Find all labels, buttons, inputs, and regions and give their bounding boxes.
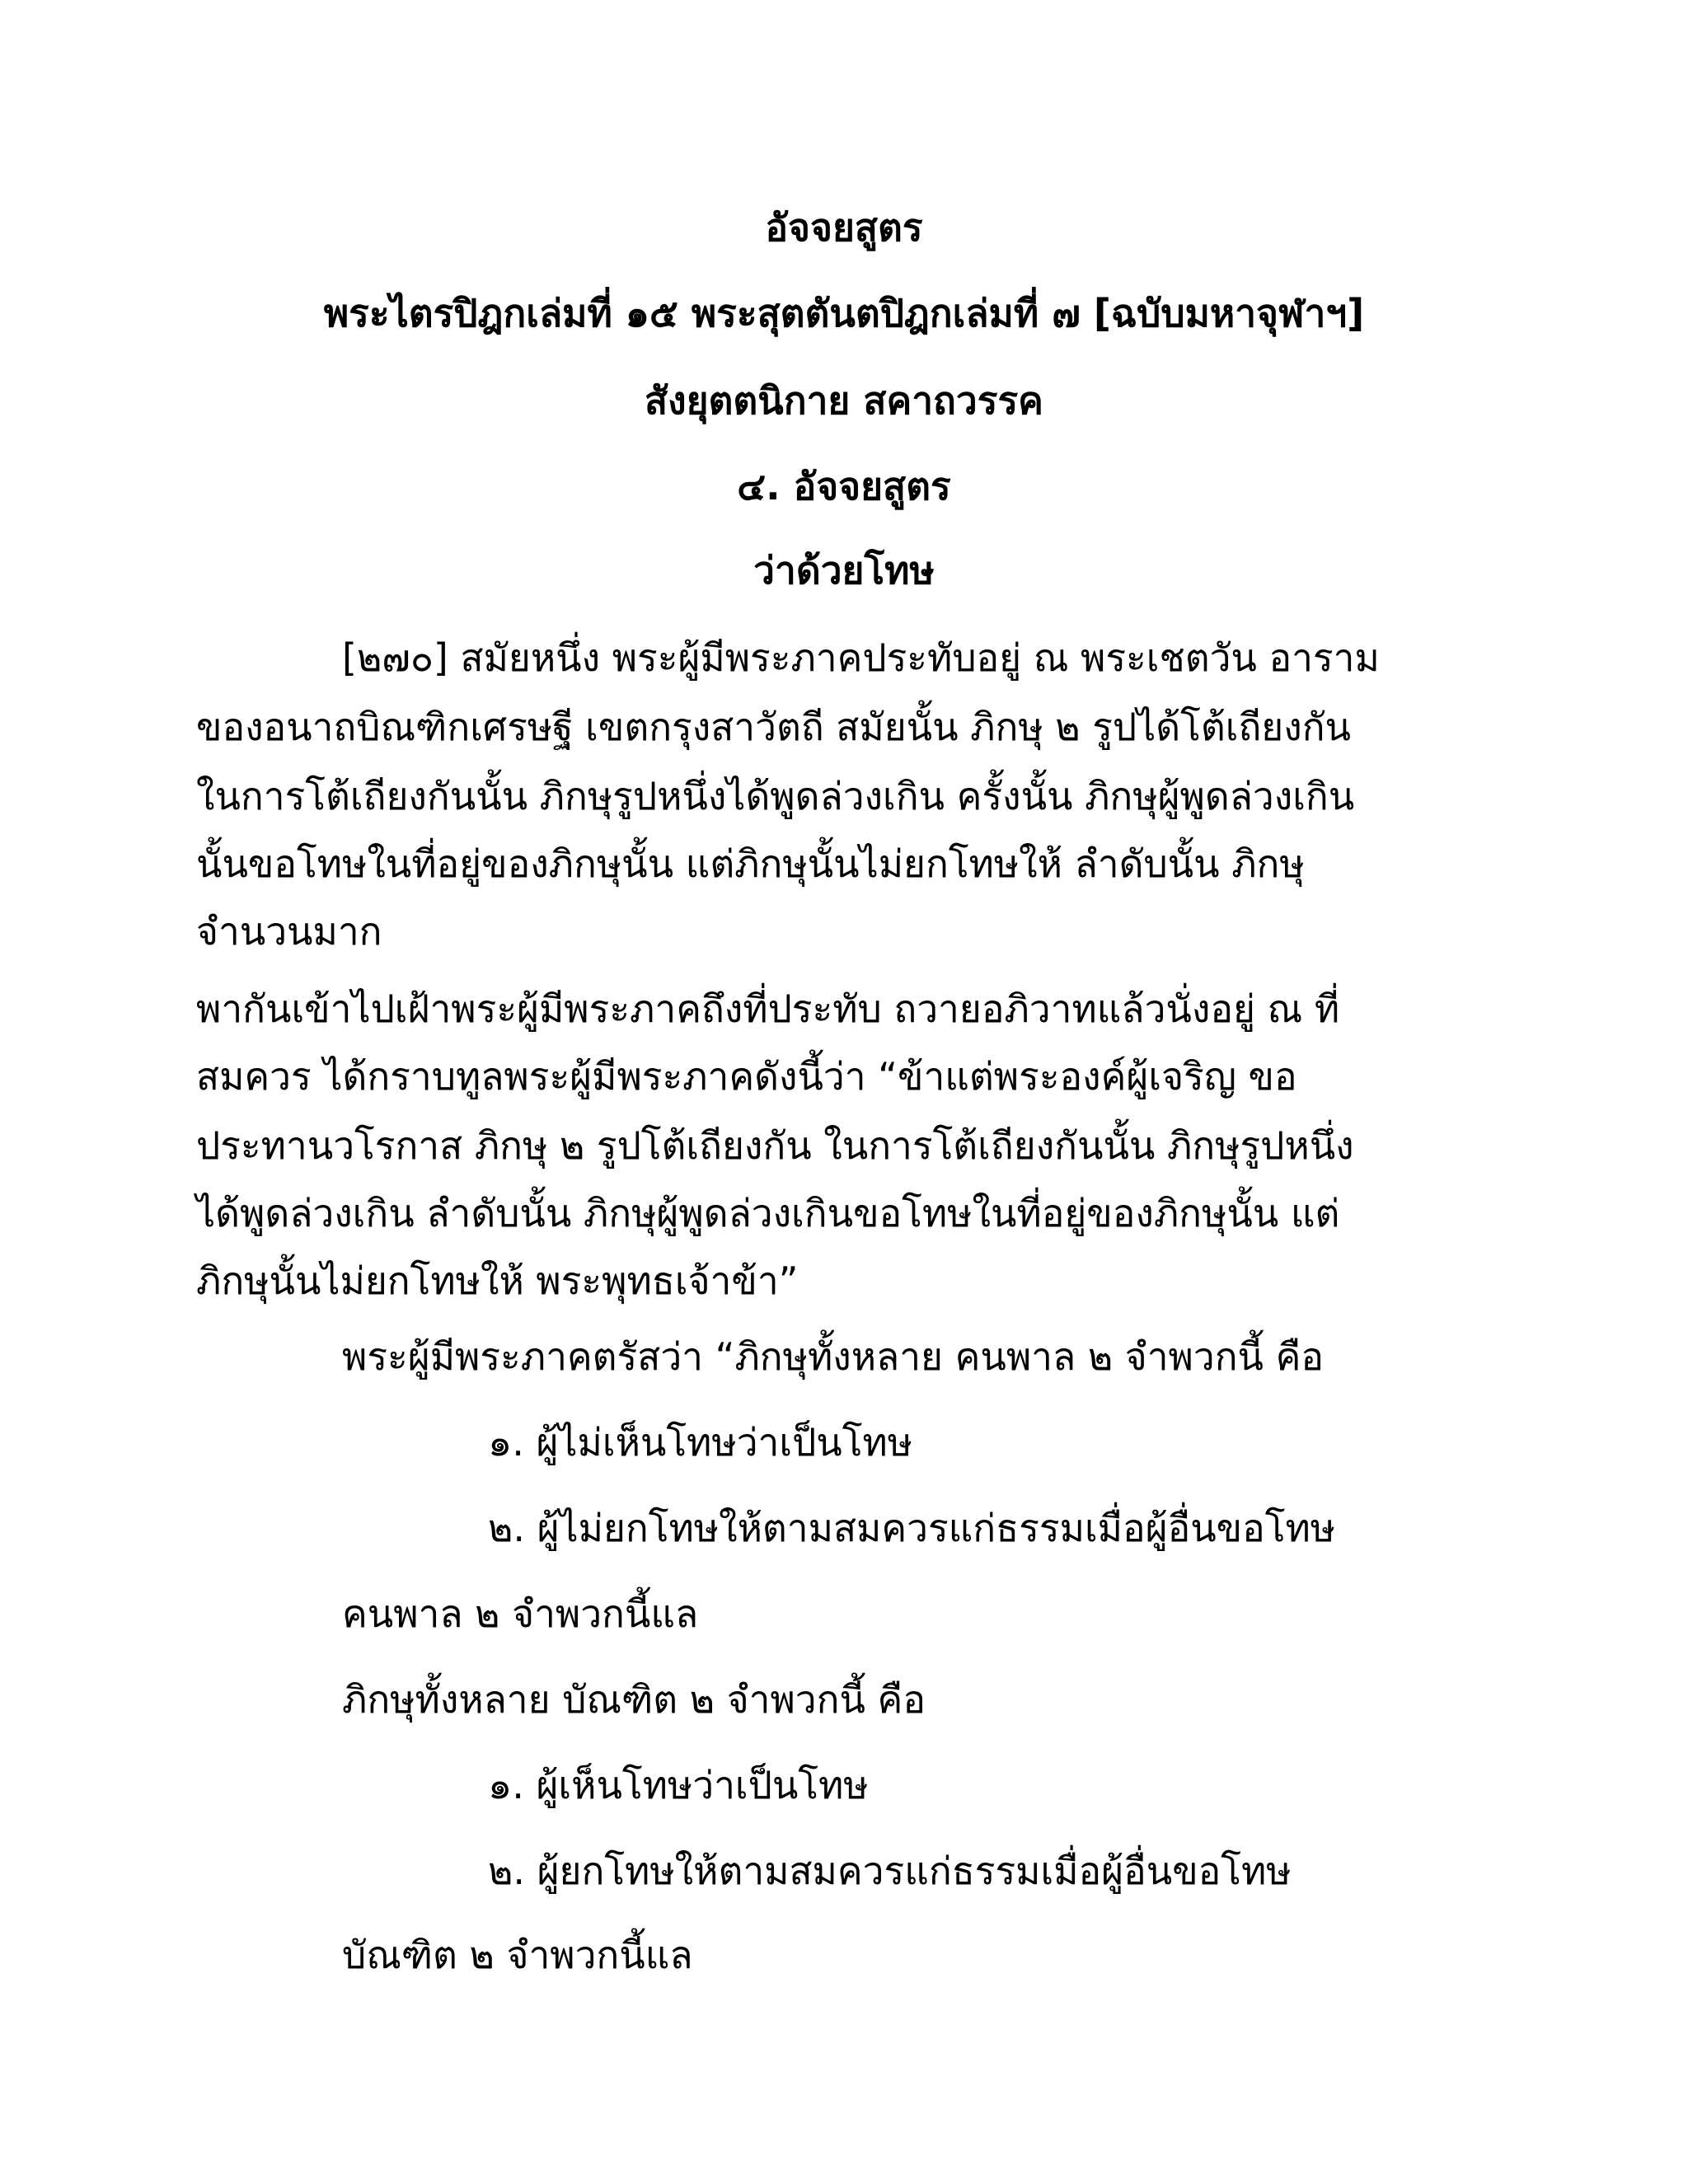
wise-list-item: ๑. ผู้เห็นโทษว่าเป็นโทษ (488, 1763, 869, 1807)
wise-closing: บัณฑิต ๒ จำพวกนี้แล (342, 1933, 693, 1977)
paragraph2-line: พากันเข้าไปเฝ้าพระผู้มีพระภาคถึงที่ประทับ ถวายอภิวาทแล้วนั่งอยู่ ณ ที่ (196, 987, 1340, 1031)
fools-closing: คนพาล ๒ จำพวกนี้แล (342, 1591, 699, 1636)
fools-list-item: ๒. ผู้ไม่ยกโทษให้ตามสมควรแก่ธรรมเมื่อผู้อื่นขอโทษ (488, 1506, 1336, 1550)
speech-intro: พระผู้มีพระภาคตรัสว่า “ภิกษุทั้งหลาย คนพาล ๒ จำพวกนี้ คือ (342, 1334, 1325, 1379)
fools-list-item: ๑. ผู้ไม่เห็นโทษว่าเป็นโทษ (488, 1420, 913, 1465)
paragraph1-line: ในการโต้เถียงกันนั้น ภิกษุรูปหนึ่งได้พูดล่วงเกิน ครั้งนั้น ภิกษุผู้พูดล่วงเกิน (196, 774, 1355, 818)
paragraph2-line: ประทานวโรกาส ภิกษุ ๒ รูปโต้เถียงกัน ในการโต้เถียงกันนั้น ภิกษุรูปหนึ่ง (196, 1123, 1354, 1168)
document-title: อัจจยสูตร (765, 205, 923, 250)
sutta-heading: ๔. อัจจยสูตร (737, 464, 951, 509)
paragraph1-line: นั้นขอโทษในที่อยู่ของภิกษุนั้น แต่ภิกษุนั้นไม่ยกโทษให้ ลำดับนั้น ภิกษุ (196, 841, 1305, 886)
volume-heading: พระไตรปิฎกเล่มที่ ๑๕ พระสุตตันตปิฎกเล่มที่ ๗ [ฉบับมหาจุฬาฯ] (323, 291, 1365, 335)
paragraph2-line: ภิกษุนั้นไม่ยกโทษให้ พระพุทธเจ้าข้า” (196, 1258, 799, 1303)
paragraph1-line: ของอนาถบิณฑิกเศรษฐี เขตกรุงสาวัตถี สมัยนั้น ภิกษุ ๒ รูปได้โต้เถียงกัน (196, 705, 1352, 749)
paragraph2-line: สมควร ได้กราบทูลพระผู้มีพระภาคดังนี้ว่า “ข้าแต่พระองค์ผู้เจริญ ขอ (196, 1054, 1297, 1099)
sutta-subtitle: ว่าด้วยโทษ (753, 548, 935, 593)
paragraph2-line: ได้พูดล่วงเกิน ลำดับนั้น ภิกษุผู้พูดล่วงเกินขอโทษในที่อยู่ของภิกษุนั้น แต่ (196, 1191, 1340, 1235)
collection-heading: สังยุตตนิกาย สคาถวรรค (645, 378, 1043, 423)
paragraph1-line: [๒๗๐] สมัยหนึ่ง พระผู้มีพระภาคประทับอยู่ ณ พระเชตวัน อาราม (342, 635, 1380, 680)
wise-list-item: ๒. ผู้ยกโทษให้ตามสมควรแก่ธรรมเมื่อผู้อื่นขอโทษ (488, 1849, 1292, 1893)
paragraph1-line: จำนวนมาก (196, 909, 382, 954)
wise-intro: ภิกษุทั้งหลาย บัณฑิต ๒ จำพวกนี้ คือ (342, 1677, 926, 1722)
